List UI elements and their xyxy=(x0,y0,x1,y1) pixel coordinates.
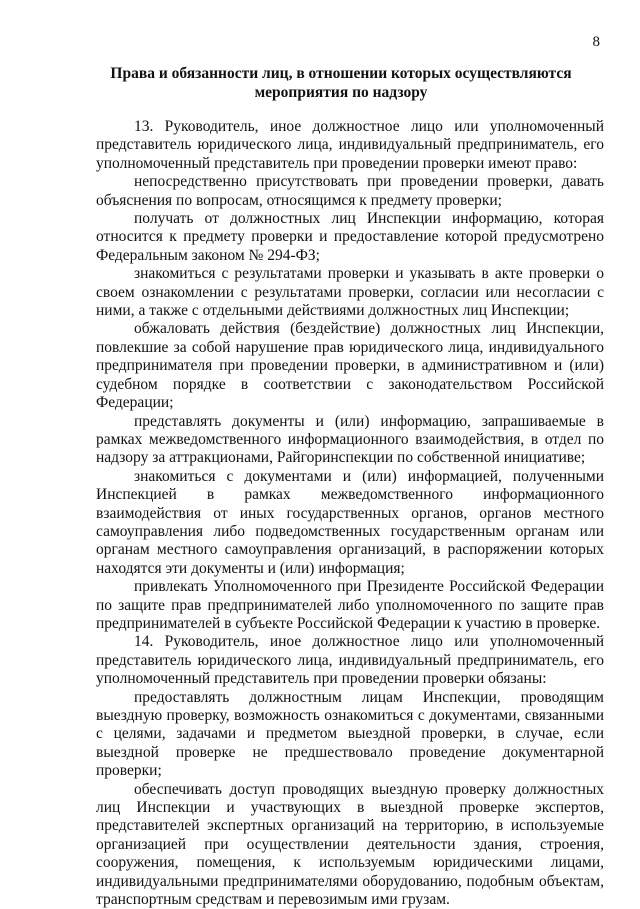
paragraph: знакомиться с документами и (или) информацией, полученными Инспекцией в рамках межведомственного информационного взаимодействия от иных государственных органов, органов местного самоуправления либо подведомственных государственным органам или органам местного самоуправления организаций, в распоряжении которых находятся эти документы и (или) информация; xyxy=(96,467,604,577)
paragraph: получать от должностных лиц Инспекции информацию, которая относится к предмету проверки и предоставление которой предусмотрено Федеральным законом № 294-ФЗ; xyxy=(96,210,604,264)
document-body xyxy=(96,118,604,909)
page-number: 8 xyxy=(592,34,600,50)
paragraph: непосредственно присутствовать при проведении проверки, давать объяснения по вопросам, относящимся к предмету проверки; xyxy=(96,173,604,209)
paragraph: 14. Руководитель, иное должностное лицо или уполномоченный представитель юридического лица, индивидуальный предприниматель, его уполномоченный представитель при проведении проверки обязаны: xyxy=(96,633,604,688)
paragraph: представлять документы и (или) информацию, запрашиваемые в рамках межведомственного информационного взаимодействия, в отдел по надзору за аттракционами, Райгоринспекции по собственной инициативе; xyxy=(96,412,604,467)
paragraph: 13. Руководитель, иное должностное лицо или уполномоченный представитель юридического лица, индивидуальный предприниматель, его уполномоченный представитель при проведении проверки имеют право: xyxy=(96,118,604,172)
paragraph: обеспечивать доступ проводящих выездную проверку должностных лиц Инспекции и участвующих в выездной проверке экспертов, представителей экспертных организаций на территорию, в используемые организацией при осуществлении деятельности здания, строения, сооружения, помещения, к используемым юридическими лицами, индивидуальными предпринимателями оборудованию, подобным объектам, транспортным средствам и перевозимым ими грузам. xyxy=(96,780,604,909)
paragraph: предоставлять должностным лицам Инспекции, проводящим выездную проверку, возможность ознакомиться с документами, связанными с целями, задачами и предметом выездной проверки, в случае, если выездной проверке не предшествовало проведение документарной проверки; xyxy=(96,688,604,780)
paragraph: знакомиться с результатами проверки и указывать в акте проверки о своем ознакомлении с результатами проверки, согласии или несогласии с ними, а также с отдельными действиями должностных лиц Инспекции; xyxy=(96,265,604,320)
paragraph: обжаловать действия (бездействие) должностных лиц Инспекции, повлекшие за собой нарушение прав юридического лица, индивидуального предпринимателя при проведении проверки, в административном и (или) судебном порядке в соответствии с законодательством Российской Федерации; xyxy=(96,320,604,412)
paragraph: привлекать Уполномоченного при Президенте Российской Федерации по защите прав предпринимателей либо уполномоченного по защите прав предпринимателей в субъекте Российской Федерации к участию в проверке. xyxy=(96,578,604,632)
section-heading: Права и обязанности лиц, в отношении которых осуществляются мероприятия по надзору xyxy=(110,65,572,101)
